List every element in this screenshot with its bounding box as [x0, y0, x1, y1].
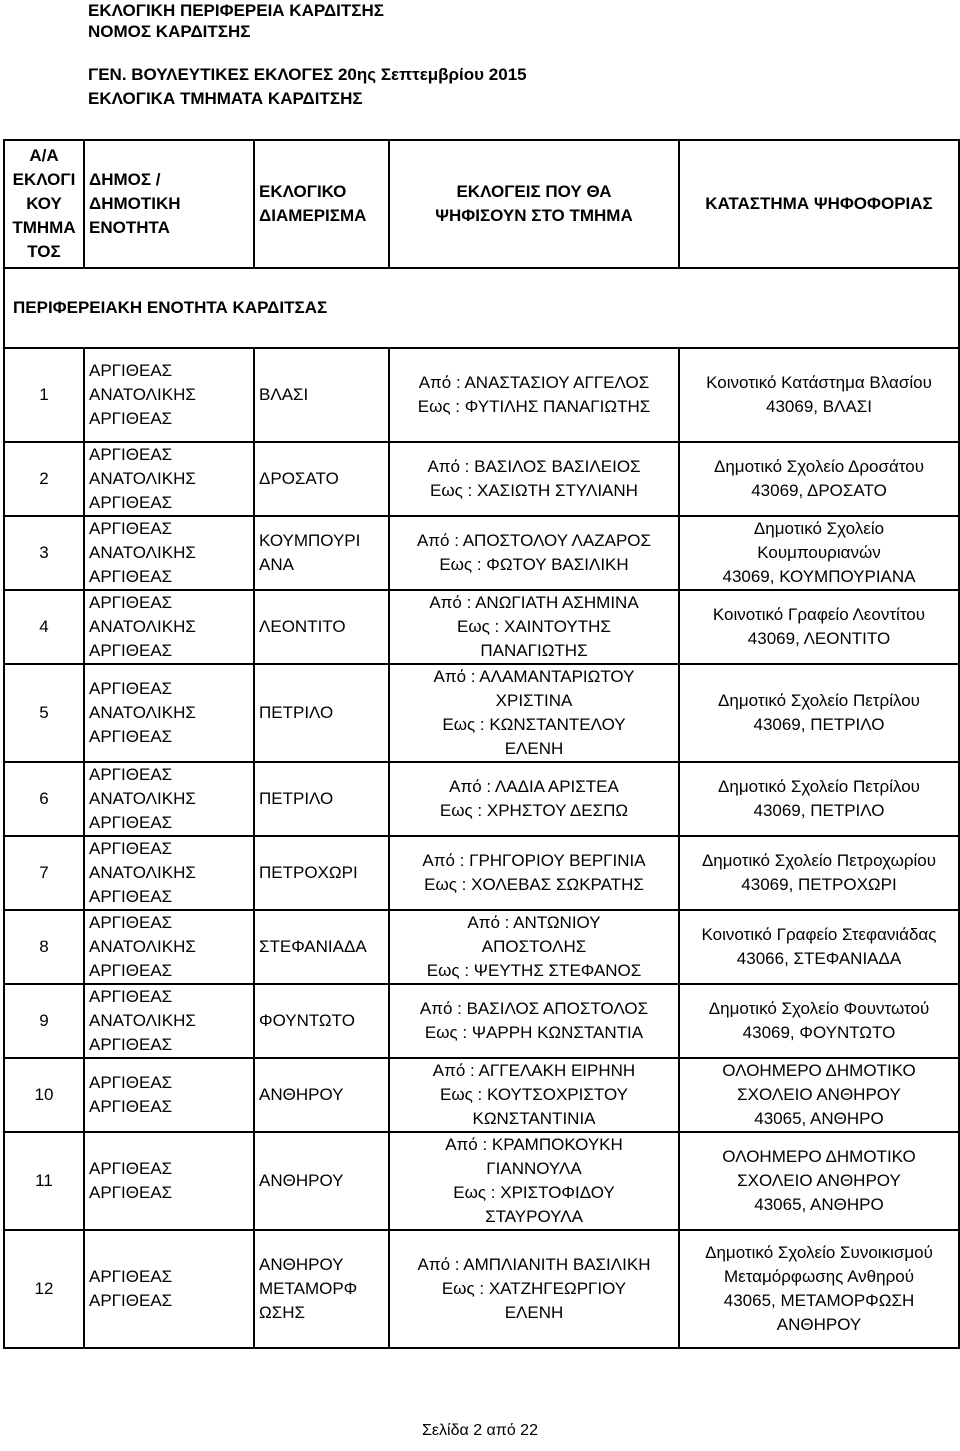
header-line-1: ΕΚΛΟΓΙΚΗ ΠΕΡΙΦΕΡΕΙΑ ΚΑΡΔΙΤΣΗΣ — [88, 1, 384, 20]
electors-range-cell: Από : ΑΠΟΣΤΟΛΟΥ ΛΑΖΑΡΟΣ Εως : ΦΩΤΟΥ ΒΑΣΙΛΙΚΗ — [389, 516, 679, 590]
district-cell: ΑΝΘΗΡΟΥ ΜΕΤΑΜΟΡΦ ΩΣΗΣ — [254, 1230, 389, 1348]
polling-store-cell: Κοινοτικό Κατάστημα Βλασίου 43069, ΒΛΑΣΙ — [679, 348, 959, 442]
polling-store-cell: Κοινοτικό Γραφείο Λεοντίτου 43069, ΛΕΟΝΤΙΤΟ — [679, 590, 959, 664]
electors-range-cell: Από : ΒΑΣΙΛΟΣ ΑΠΟΣΤΟΛΟΣ Εως : ΨΑΡΡΗ ΚΩΝΣΤΑΝΤΙΑ — [389, 984, 679, 1058]
municipality-cell: ΑΡΓΙΘΕΑΣ ΑΝΑΤΟΛΙΚΗΣ ΑΡΓΙΘΕΑΣ — [84, 442, 254, 516]
column-header-store: ΚΑΤΑΣΤΗΜΑ ΨΗΦΟΦΟΡΙΑΣ — [679, 140, 959, 268]
polling-store-cell: Δημοτικό Σχολείο Πετρίλου 43069, ΠΕΤΡΙΛΟ — [679, 664, 959, 762]
district-cell: ΦΟΥΝΤΩΤΟ — [254, 984, 389, 1058]
municipality-cell: ΑΡΓΙΘΕΑΣ ΑΝΑΤΟΛΙΚΗΣ ΑΡΓΙΘΕΑΣ — [84, 910, 254, 984]
row-number: 9 — [4, 984, 84, 1058]
table-row — [4, 516, 959, 590]
polling-store-cell: Δημοτικό Σχολείο Κουμπουριανών 43069, ΚΟΥΜΠΟΥΡΙΑΝΑ — [679, 516, 959, 590]
polling-store-cell: Κοινοτικό Γραφείο Στεφανιάδας 43066, ΣΤΕΦΑΝΙΑΔΑ — [679, 910, 959, 984]
regional-unit-label: ΠΕΡΙΦΕΡΕΙΑΚΗ ΕΝΟΤΗΤΑ ΚΑΡΔΙΤΣΑΣ — [4, 268, 959, 348]
polling-store-cell: Δημοτικό Σχολείο Πετροχωρίου 43069, ΠΕΤΡΟΧΩΡΙ — [679, 836, 959, 910]
electors-range-cell: Από : ΑΛΑΜΑΝΤΑΡΙΩΤΟΥ ΧΡΙΣΤΙΝΑ Εως : ΚΩΝΣΤΑΝΤΕΛΟΥ ΕΛΕΝΗ — [389, 664, 679, 762]
page-number: Σελίδα 2 από 22 — [422, 1422, 538, 1439]
polling-store-cell: Δημοτικό Σχολείο Πετρίλου 43069, ΠΕΤΡΙΛΟ — [679, 762, 959, 836]
electors-range-cell: Από : ΓΡΗΓΟΡΙΟΥ ΒΕΡΓΙΝΙΑ Εως : ΧΟΛΕΒΑΣ ΣΩΚΡΑΤΗΣ — [389, 836, 679, 910]
row-number: 4 — [4, 590, 84, 664]
district-cell: ΚΟΥΜΠΟΥΡΙ ΑΝΑ — [254, 516, 389, 590]
table-row — [4, 348, 959, 442]
electors-range-cell: Από : ΑΝΩΓΙΑΤΗ ΑΣΗΜΙΝΑ Εως : ΧΑΙΝΤΟΥΤΗΣ ΠΑΝΑΓΙΩΤΗΣ — [389, 590, 679, 664]
row-number: 6 — [4, 762, 84, 836]
table-row — [4, 836, 959, 910]
electors-range-cell: Από : ΑΜΠΛΙΑΝΙΤΗ ΒΑΣΙΛΙΚΗ Εως : ΧΑΤΖΗΓΕΩΡΓΙΟΥ ΕΛΕΝΗ — [389, 1230, 679, 1348]
row-number: 3 — [4, 516, 84, 590]
municipality-cell: ΑΡΓΙΘΕΑΣ ΑΝΑΤΟΛΙΚΗΣ ΑΡΓΙΘΕΑΣ — [84, 348, 254, 442]
table-row — [4, 762, 959, 836]
column-header-number: Α/Α ΕΚΛΟΓΙ ΚΟΥ ΤΜΗΜΑ ΤΟΣ — [4, 140, 84, 268]
district-cell: ΣΤΕΦΑΝΙΑΔΑ — [254, 910, 389, 984]
municipality-cell: ΑΡΓΙΘΕΑΣ ΑΡΓΙΘΕΑΣ — [84, 1058, 254, 1132]
header-line-3: ΓΕΝ. ΒΟΥΛΕΥΤΙΚΕΣ ΕΚΛΟΓΕΣ 20ης Σεπτεμβρίου 2015 — [88, 65, 527, 84]
district-cell: ΛΕΟΝΤΙΤΟ — [254, 590, 389, 664]
row-number: 10 — [4, 1058, 84, 1132]
district-cell: ΑΝΘΗΡΟΥ — [254, 1132, 389, 1230]
municipality-cell: ΑΡΓΙΘΕΑΣ ΑΝΑΤΟΛΙΚΗΣ ΑΡΓΙΘΕΑΣ — [84, 590, 254, 664]
table-row — [4, 984, 959, 1058]
municipality-cell: ΑΡΓΙΘΕΑΣ ΑΝΑΤΟΛΙΚΗΣ ΑΡΓΙΘΕΑΣ — [84, 762, 254, 836]
column-header-row — [4, 140, 959, 268]
polling-stations-table — [3, 139, 960, 1349]
row-number: 1 — [4, 348, 84, 442]
electors-range-cell: Από : ΑΝΑΣΤΑΣΙΟΥ ΑΓΓΕΛΟΣ Εως : ΦΥΤΙΛΗΣ ΠΑΝΑΓΙΩΤΗΣ — [389, 348, 679, 442]
municipality-cell: ΑΡΓΙΘΕΑΣ ΑΝΑΤΟΛΙΚΗΣ ΑΡΓΙΘΕΑΣ — [84, 836, 254, 910]
municipality-cell: ΑΡΓΙΘΕΑΣ ΑΝΑΤΟΛΙΚΗΣ ΑΡΓΙΘΕΑΣ — [84, 984, 254, 1058]
municipality-cell: ΑΡΓΙΘΕΑΣ ΑΝΑΤΟΛΙΚΗΣ ΑΡΓΙΘΕΑΣ — [84, 664, 254, 762]
electors-range-cell: Από : ΑΓΓΕΛΑΚΗ ΕΙΡΗΝΗ Εως : ΚΟΥΤΣΟΧΡΙΣΤΟΥ ΚΩΝΣΤΑΝΤΙΝΙΑ — [389, 1058, 679, 1132]
row-number: 7 — [4, 836, 84, 910]
row-number: 5 — [4, 664, 84, 762]
municipality-cell: ΑΡΓΙΘΕΑΣ ΑΡΓΙΘΕΑΣ — [84, 1230, 254, 1348]
district-cell: ΠΕΤΡΙΛΟ — [254, 664, 389, 762]
electors-range-cell: Από : ΒΑΣΙΛΟΣ ΒΑΣΙΛΕΙΟΣ Εως : ΧΑΣΙΩΤΗ ΣΤΥΛΙΑΝΗ — [389, 442, 679, 516]
column-header-district: ΕΚΛΟΓΙΚΟ ΔΙΑΜΕΡΙΣΜΑ — [254, 140, 389, 268]
table-row — [4, 590, 959, 664]
row-number: 12 — [4, 1230, 84, 1348]
table-row — [4, 1230, 959, 1348]
row-number: 8 — [4, 910, 84, 984]
polling-store-cell: ΟΛΟΗΜΕΡΟ ΔΗΜΟΤΙΚΟ ΣΧΟΛΕΙΟ ΑΝΘΗΡΟΥ 43065, ΑΝΘΗΡΟ — [679, 1058, 959, 1132]
column-header-electors: ΕΚΛΟΓΕΙΣ ΠΟΥ ΘΑ ΨΗΦΙΣΟΥΝ ΣΤΟ ΤΜΗΜΑ — [389, 140, 679, 268]
polling-store-cell: Δημοτικό Σχολείο Δροσάτου 43069, ΔΡΟΣΑΤΟ — [679, 442, 959, 516]
electors-range-cell: Από : ΚΡΑΜΠΟΚΟΥΚΗ ΓΙΑΝΝΟΥΛΑ Εως : ΧΡΙΣΤΟΦΙΔΟΥ ΣΤΑΥΡΟΥΛΑ — [389, 1132, 679, 1230]
district-cell: ΔΡΟΣΑΤΟ — [254, 442, 389, 516]
table-row — [4, 442, 959, 516]
table-row — [4, 1058, 959, 1132]
district-cell: ΠΕΤΡΙΛΟ — [254, 762, 389, 836]
electors-range-cell: Από : ΑΝΤΩΝΙΟΥ ΑΠΟΣΤΟΛΗΣ Εως : ΨΕΥΤΗΣ ΣΤΕΦΑΝΟΣ — [389, 910, 679, 984]
polling-store-cell: ΟΛΟΗΜΕΡΟ ΔΗΜΟΤΙΚΟ ΣΧΟΛΕΙΟ ΑΝΘΗΡΟΥ 43065, ΑΝΘΗΡΟ — [679, 1132, 959, 1230]
district-cell: ΠΕΤΡΟΧΩΡΙ — [254, 836, 389, 910]
column-header-municipality: ΔΗΜΟΣ / ΔΗΜΟΤΙΚΗ ΕΝΟΤΗΤΑ — [84, 140, 254, 268]
table-row — [4, 664, 959, 762]
row-number: 11 — [4, 1132, 84, 1230]
table-row — [4, 910, 959, 984]
polling-store-cell: Δημοτικό Σχολείο Συνοικισμού Μεταμόρφωσης Ανθηρού 43065, ΜΕΤΑΜΟΡΦΩΣΗ ΑΝΘΗΡΟΥ — [679, 1230, 959, 1348]
header-line-4: ΕΚΛΟΓΙΚΑ ΤΜΗΜΑΤΑ ΚΑΡΔΙΤΣΗΣ — [88, 89, 363, 108]
electors-range-cell: Από : ΛΑΔΙΑ ΑΡΙΣΤΕΑ Εως : ΧΡΗΣΤΟΥ ΔΕΣΠΩ — [389, 762, 679, 836]
district-cell: ΑΝΘΗΡΟΥ — [254, 1058, 389, 1132]
header-line-2: ΝΟΜΟΣ ΚΑΡΔΙΤΣΗΣ — [88, 22, 251, 41]
district-cell: ΒΛΑΣΙ — [254, 348, 389, 442]
regional-unit-row — [4, 268, 959, 348]
table-row — [4, 1132, 959, 1230]
polling-store-cell: Δημοτικό Σχολείο Φουντωτού 43069, ΦΟΥΝΤΩΤΟ — [679, 984, 959, 1058]
municipality-cell: ΑΡΓΙΘΕΑΣ ΑΡΓΙΘΕΑΣ — [84, 1132, 254, 1230]
row-number: 2 — [4, 442, 84, 516]
municipality-cell: ΑΡΓΙΘΕΑΣ ΑΝΑΤΟΛΙΚΗΣ ΑΡΓΙΘΕΑΣ — [84, 516, 254, 590]
